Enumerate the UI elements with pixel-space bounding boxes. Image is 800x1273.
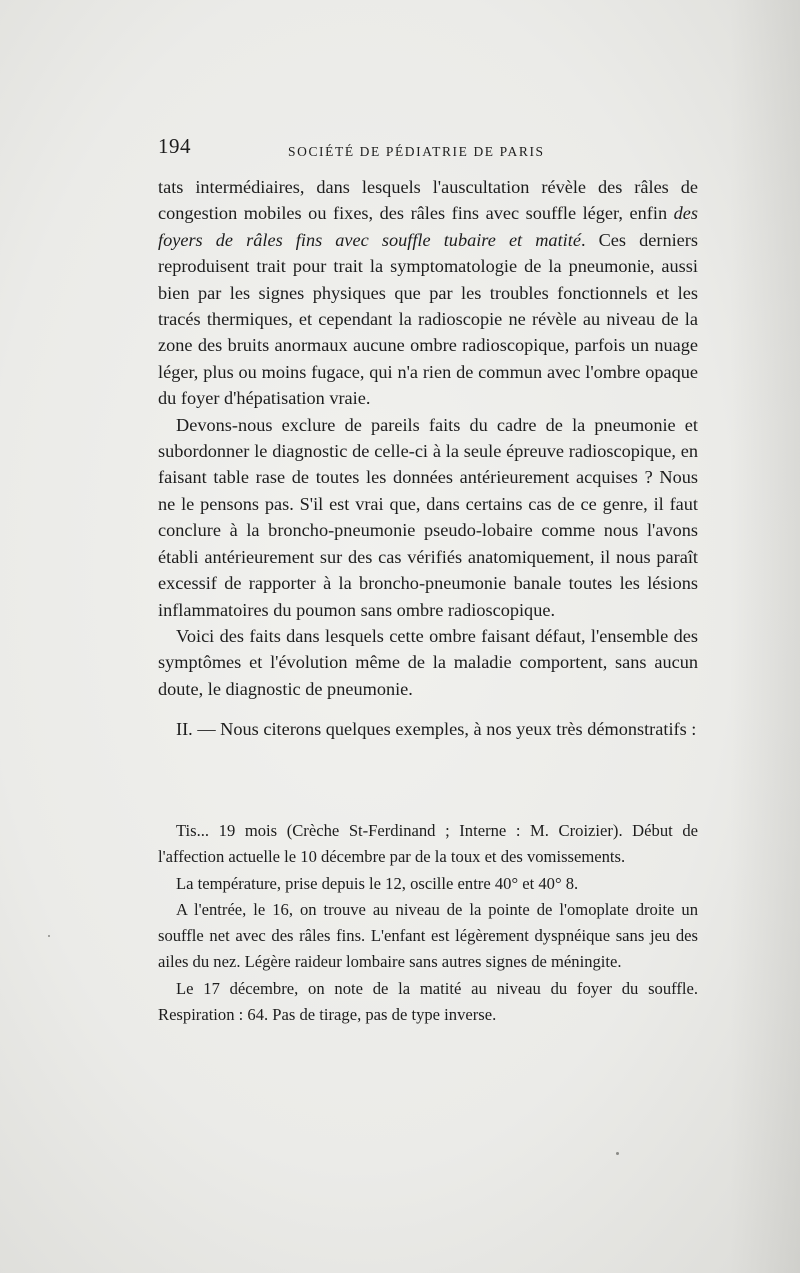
- case-report: [158, 818, 698, 1028]
- running-title: SOCIÉTÉ DE PÉDIATRIE DE PARIS: [288, 144, 545, 159]
- case-paragraph-4: Le 17 décembre, on note de la matité au niveau du foyer du souffle. Respiration : 64. Pas de tirage, pas de type inverse.: [158, 978, 698, 1025]
- paragraph-1-start: tats intermédiaires, dans lesquels l'auscultation révèle des râles de congestion mobiles ou fixes, des râles fins avec souffle léger, enfin: [158, 177, 698, 224]
- paragraph-3: Voici des faits dans lesquels cette ombre faisant défaut, l'ensemble des symptômes et l'évolution même de la maladie comportent, sans aucun doute, le diagnostic de pneumonie.: [158, 625, 698, 699]
- main-text: [158, 174, 698, 743]
- paragraph-1: [158, 174, 698, 412]
- scan-speck: [48, 935, 50, 937]
- case-paragraph-1: Tis... 19 mois (Crèche St-Ferdinand ; Interne : M. Croizier). Début de l'affection actuelle le 10 décembre par de la toux et des vomissements.: [158, 821, 698, 867]
- paragraph-1-italic: des foyers de râles fins avec souffle tubaire et matité: [158, 203, 698, 250]
- case-paragraph-3: A l'entrée, le 16, on trouve au niveau de la pointe de l'omoplate droite un souffle net avec des râles fins. L'enfant est légèrement dyspnéique sans jeu des ailes du nez. Légère raideur lombaire sans autres signes de méningite.: [158, 899, 698, 972]
- page-number: 194: [158, 134, 191, 158]
- paragraph-4: II. — Nous citerons quelques exemples, à nos yeux très démonstratifs :: [176, 719, 697, 740]
- paragraph-1-end: . Ces derniers reproduisent trait pour trait la symptomatologie de la pneumonie, aussi bien par les signes physiques que par les troubles fonctionnels et les tracés thermiques, et cependant la radioscopie ne révèle au niveau de la zone des bruits anormaux aucune ombre radioscopique, parfois un nuage léger, plus ou moins fugace, qui n'a rien de commun avec l'ombre opaque du foyer d'hépatisation vraie.: [158, 229, 699, 409]
- case-paragraph-2: La température, prise depuis le 12, oscille entre 40° et 40° 8.: [176, 873, 579, 893]
- paragraph-2: Devons-nous exclure de pareils faits du cadre de la pneumonie et subordonner le diagnostic de celle-ci à la seule épreuve radioscopique, en faisant table rase de toutes les données antérieurement acquises ? Nous ne le pensons pas. S'il est vrai que, dans certains cas de ce genre, il faut conclure à la broncho-pneumonie pseudo-lobaire comme nous l'avons établi antérieurement sur des cas vérifiés anatomiquement, il nous paraît excessif de rapporter à la broncho-pneumonie banale toutes les lésions inflammatoires du poumon sans ombre radioscopique.: [158, 414, 698, 620]
- page-edge-shadow: [730, 0, 800, 1273]
- page-header: [158, 134, 698, 166]
- scan-speck: [616, 1152, 619, 1155]
